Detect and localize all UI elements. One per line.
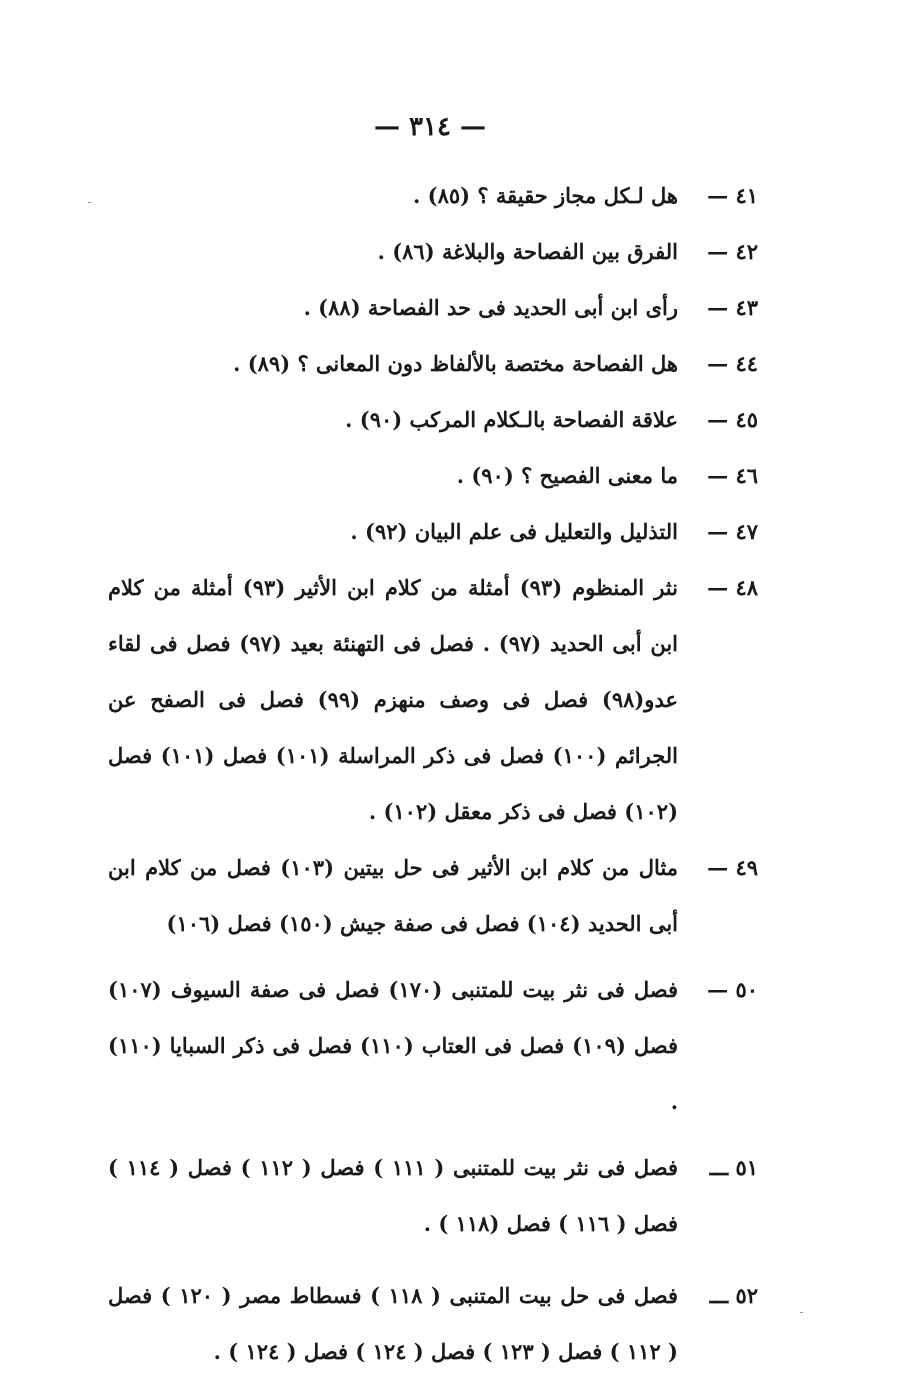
entry-text: فصل فى نثر بيت للمتنبى ( ١١١ ) فصل ( ١١٢ ) فصل ( ١١٤ ) فصل ( ١١٦ ) فصل (١١٨ ) .	[108, 1155, 678, 1236]
index-entry-45	[108, 392, 758, 448]
index-entry-49	[108, 840, 758, 952]
index-entry-47	[108, 504, 758, 560]
page-number: — ٣١٤ —	[373, 112, 487, 142]
index-entry-48	[108, 560, 758, 840]
entry-text: فصل فى نثر بيت للمتنبى (١٧٠) فصل فى صفة السيوف (١٠٧) فصل (١٠٩) فصل فى العتاب (١١٠) فصل فى ذكر السبايا (١١٠) .	[108, 977, 678, 1114]
scan-speck	[88, 202, 91, 203]
index-entry-43	[108, 280, 758, 336]
index-entry-41	[108, 168, 758, 224]
index-entry-51	[108, 1140, 758, 1252]
entry-number: ٤٧ —	[707, 519, 758, 544]
entry-text: رأى ابن أبى الحديد فى حد الفصاحة (٨٨) .	[303, 295, 678, 320]
entry-number: ٥١ ـــ	[709, 1155, 758, 1180]
entry-number: ٤٢ —	[707, 239, 758, 264]
entry-number: ٤٤ —	[707, 351, 758, 376]
index-entry-50	[108, 962, 758, 1130]
entry-number: ٤٩ —	[707, 855, 758, 880]
entry-text: ما معنى الفصيح ؟ (٩٠) .	[456, 463, 678, 488]
entry-text: التذليل والتعليل فى علم البيان (٩٢) .	[350, 519, 678, 544]
entry-text: علاقة الفصاحة بالـكلام المركب (٩٠) .	[345, 407, 678, 432]
entry-text: مثال من كلام ابن الأثير فى حل بيتين (١٠٣) فصل من كلام ابن أبى الحديد (١٠٤) فصل فى صفة جيش (١٥٠) فصل (١٠٦)	[108, 855, 678, 936]
index-entry-46	[108, 448, 758, 504]
index-entries	[108, 168, 758, 1380]
entry-number: ٤٨ —	[707, 575, 758, 600]
entry-number: ٤١ —	[707, 183, 758, 208]
entry-text: الفرق بين الفصاحة والبلاغة (٨٦) .	[377, 239, 678, 264]
index-entry-42	[108, 224, 758, 280]
index-entry-44	[108, 336, 758, 392]
index-entry-52	[108, 1268, 758, 1380]
entry-number: ٥٢ ـــ	[709, 1283, 758, 1308]
scan-speck	[800, 1312, 803, 1313]
entry-text: فصل فى حل بيت المتنبى ( ١١٨ ) فسطاط مصر ( ١٢٠ ) فصل ( ١١٢ ) فصل ( ١٢٣ ) فصل ( ١٢٤ ) فصل ( ١٢٤ ) .	[108, 1283, 678, 1364]
entry-text: هل الفصاحة مختصة بالألفاظ دون المعانى ؟ (٨٩) .	[233, 351, 678, 376]
entry-number: ٥٠ —	[707, 977, 758, 1002]
entry-text: هل لـكل مجاز حقيقة ؟ (٨٥) .	[413, 183, 678, 208]
entry-number: ٤٥ —	[707, 407, 758, 432]
entry-number: ٤٣ —	[707, 295, 758, 320]
entry-number: ٤٦ —	[707, 463, 758, 488]
entry-text: نثر المنظوم (٩٣) أمثلة من كلام ابن الأثير (٩٣) أمثلة من كلام ابن أبى الحديد (٩٧) . فصل فى التهنئة بعيد (٩٧) فصل فى لقاء عدو(٩٨) فصل فى وصف منهزم (٩٩) فصل فى الصفح عن الجرائم (١٠٠) فصل فى ذكر المراسلة (١٠١) فصل (١٠١) فصل (١٠٢) فصل فى ذكر معقل (١٠٢) .	[108, 575, 679, 824]
